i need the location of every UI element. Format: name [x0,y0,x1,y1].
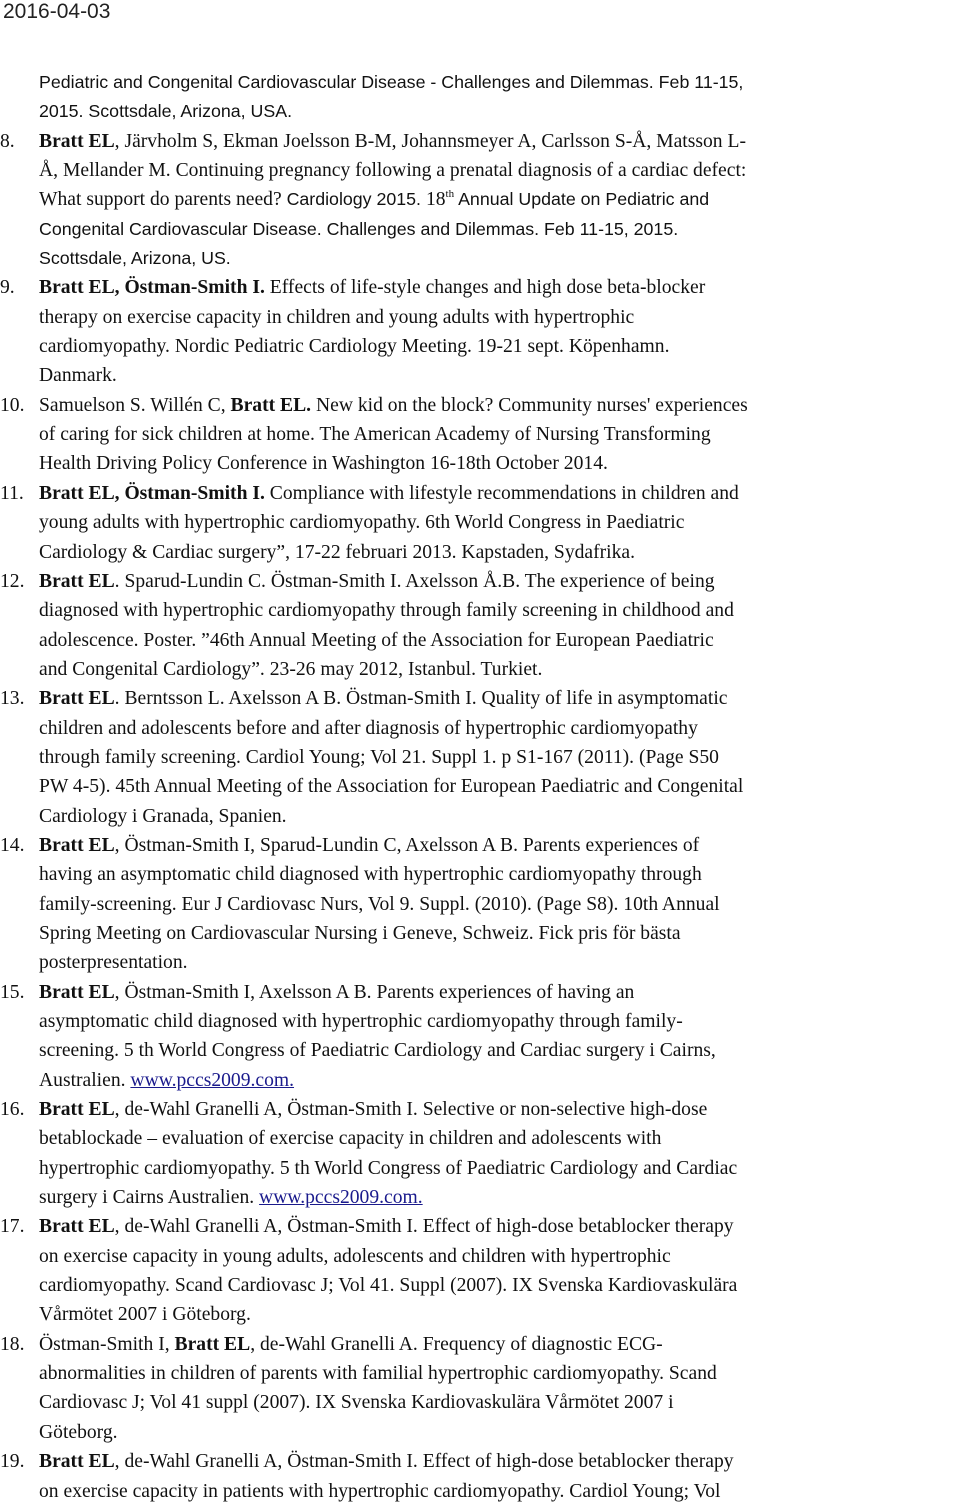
text-segment: young adults with hypertrophic cardiomyopathy. 6th World Congress in Paediatric [39,512,685,534]
author-name-bold: Bratt EL [39,1451,115,1473]
entry-line [0,449,960,478]
entry-line [0,655,960,684]
entry-line [0,1418,960,1447]
entry-line [0,1388,960,1417]
author-name-bold: Bratt EL [39,1216,115,1238]
conference-link[interactable]: www.pccs2009.com. [130,1069,295,1091]
entry-line [0,860,960,889]
text-segment: , de-Wahl Granelli A. Frequency of diagnostic ECG- [250,1333,663,1355]
text-segment: . Sparud-Lundin C. Östman-Smith I. Axelsson Å.B. The experience of being [114,570,715,592]
conference-link[interactable]: www.pccs2009.com. [259,1187,423,1209]
author-name-bold: Bratt EL [39,130,115,152]
entry-line [0,303,960,332]
text-segment: therapy on exercise capacity in children and young adults with hypertrophic [39,306,635,328]
publication-entry [0,1095,960,1212]
entry-line [0,185,960,214]
text-segment: , de-Wahl Granelli A, Östman-Smith I. Effect of high-dose betablocker therapy [114,1451,734,1473]
text-segment: Scottsdale, Arizona, US. [39,248,231,269]
entry-line [0,68,960,97]
text-segment: hypertrophic cardiomyopathy. 5 th World Congress of Paediatric Cardiology and Cardiac [39,1157,738,1179]
text-segment: children and adolescents before and after diagnosis of hypertrophic cardiomyopathy [39,717,698,739]
text-segment: cardiomyopathy. Scand Cardiovasc J; Vol 41. Suppl (2007). IX Svenska Kardiovaskulära [39,1275,738,1297]
entry-line [0,1447,960,1476]
publication-entry [0,831,960,978]
text-segment: Continuing pregnancy following a prenatal diagnosis of a cardiac defect: [175,160,747,182]
author-name-bold: Bratt EL, Östman-Smith I. [39,277,265,299]
entry-number: 18. [0,1333,25,1355]
entry-line [0,802,960,831]
text-segment: , Östman-Smith I, Axelsson A B. Parents experiences of having an [114,981,635,1003]
publication-entry [0,391,960,479]
text-segment: Cardiology 2015. [286,189,426,210]
entry-number: 11. [0,482,24,504]
text-segment: , Östman-Smith I, Sparud-Lundin C, Axelsson A B. Parents experiences of [114,834,700,856]
author-name-bold: Bratt EL [39,834,115,856]
entry-number: 17. [0,1216,25,1238]
entry-line [0,596,960,625]
entry-number: 8. [0,130,15,152]
text-segment: betablockade – evaluation of exercise capacity in children and adolescents with [39,1128,662,1150]
text-segment: and Congenital Cardiology”. 23-26 may 2012, Istanbul. Turkiet. [39,658,543,680]
text-segment: cardiomyopathy. Nordic Pediatric Cardiology Meeting. 19-21 sept. Köpenhamn. [39,336,670,358]
text-segment: Cardiology i Granada, Spanien. [39,805,287,827]
author-name-bold: Bratt EL [39,1099,115,1121]
entry-number: 15. [0,981,25,1003]
entry-line [0,1095,960,1124]
entry-line [0,1359,960,1388]
text-segment: adolescence. Poster. ”46th Annual Meeting of the Association for European Paediatric [39,629,714,651]
text-segment: of caring for sick children at home. The American Academy of Nursing Transforming [39,424,711,446]
entry-line [0,215,960,244]
author-name-bold: Bratt EL [39,570,115,592]
text-segment: Congenital Cardiovascular Disease. Challenges and Dilemmas. Feb 11-15, 2015. [39,218,679,239]
entry-line [0,714,960,743]
entry-line [0,97,960,126]
entry-line [0,332,960,361]
text-segment: asymptomatic child diagnosed with hypertrophic cardiomyopathy through family- [39,1011,683,1032]
entry-line [0,684,960,713]
publication-list [0,68,960,1506]
publication-entry [0,68,960,127]
entry-line [0,244,960,273]
entry-line [0,1066,960,1095]
entry-line [0,626,960,655]
publication-entry [0,273,960,390]
page-date: 2016-04-03 [3,0,111,23]
entry-number: 13. [0,688,25,710]
entry-line [0,831,960,860]
text-segment: through family screening. Cardiol Young; Vol 21. Suppl 1. p S1-167 (2011). (Page S50 [39,746,719,768]
text-segment: Health Driving Policy Conference in Washington 16-18th October 2014. [39,453,608,475]
entry-line [0,538,960,567]
entry-line [0,890,960,919]
author-name-bold: Bratt EL, Östman-Smith I. [39,482,265,504]
entry-line [0,1300,960,1329]
entry-line [0,1330,960,1359]
entry-line [0,479,960,508]
entry-number: 16. [0,1099,25,1121]
publication-entry [0,479,960,567]
text-segment: Göteborg. [39,1421,118,1443]
author-name-bold: Bratt EL. [230,394,312,416]
text-segment: screening. 5 th World Congress of Paediatric Cardiology and Cardiac surgery i Cairns, [39,1040,716,1062]
entry-line [0,127,960,156]
entry-number: 12. [0,570,25,592]
entry-line [0,508,960,537]
text-segment: Effects of life-style changes and high dose beta-blocker [264,277,706,299]
text-segment: abnormalities in children of parents with familial hypertrophic cardiomyopathy. Scand [39,1363,717,1385]
entry-number: 10. [0,394,25,416]
text-segment: , Järvholm S, Ekman Joelsson B-M, Johannsmeyer A, Carlsson S-Å, Matsson L- [114,130,746,152]
text-segment: diagnosed with hypertrophic cardiomyopathy through family screening in childhood and [39,600,734,622]
text-segment: having an asymptomatic child diagnosed with hypertrophic cardiomyopathy through [39,864,702,886]
text-segment: Spring Meeting on Cardiovascular Nursing i Geneve, Schweiz. Fick pris för bästa [39,922,681,944]
author-name-bold: Bratt EL [174,1333,251,1355]
ordinal-superscript: th [445,187,455,200]
text-segment: New kid on the block? Community nurses' experiences [311,394,748,416]
entry-line [0,1242,960,1271]
entry-line [0,1124,960,1153]
text-segment: Annual Update on Pediatric and [454,189,710,210]
publication-entry [0,1447,960,1506]
text-segment: on exercise capacity in patients with hypertrophic cardiomyopathy. Cardiol Young; Vol [39,1480,721,1502]
text-segment: family-screening. Eur J Cardiovasc Nurs, Vol 9. Suppl. (2010). (Page S8). 10th Annual [39,893,720,915]
text-segment: Å, Mellander M. [39,160,176,182]
text-segment: Pediatric and Congenital Cardiovascular Disease - Challenges and Dilemmas. Feb 11-15, [39,72,744,92]
entry-number: 14. [0,834,25,856]
publication-entry [0,567,960,684]
text-segment: PW 4-5). 45th Annual Meeting of the Association for European Paediatric and Congenital [39,776,744,798]
text-segment: , de-Wahl Granelli A, Östman-Smith I. Selective or non-selective high-dose [114,1099,708,1121]
text-segment: , de-Wahl Granelli A, Östman-Smith I. Effect of high-dose betablocker therapy [114,1216,734,1238]
author-name-bold: Bratt EL [39,688,115,710]
text-segment: 2015. Scottsdale, Arizona, USA. [39,101,293,122]
text-segment: Cardiovasc J; Vol 41 suppl (2007). IX Svenska Kardiovaskulära Vårmötet 2007 i [39,1392,674,1414]
author-name-bold: Bratt EL [39,981,115,1003]
text-segment: Danmark. [39,365,117,387]
entry-line [0,772,960,801]
publication-entry [0,1212,960,1329]
text-segment: Östman-Smith I, [39,1333,175,1355]
text-segment: . Berntsson L. Axelsson A B. Östman-Smith I. Quality of life in asymptomatic [114,688,728,710]
text-segment: What support do parents need? [39,189,287,211]
text-segment: Australien. [39,1069,131,1091]
entry-line [0,1007,960,1036]
publication-entry [0,684,960,831]
text-segment: Cardiology & Cardiac surgery”, 17-22 februari 2013. Kapstaden, Sydafrika. [39,541,635,563]
entry-line [0,1154,960,1183]
entry-line [0,361,960,390]
text-segment: Compliance with lifestyle recommendations in children and [264,482,739,504]
entry-line [0,1212,960,1241]
entry-line [0,420,960,449]
text-segment: Vårmötet 2007 i Göteborg. [39,1304,251,1326]
entry-line [0,567,960,596]
entry-line [0,919,960,948]
text-segment: on exercise capacity in young adults, adolescents and children with hypertrophic [39,1245,671,1267]
entry-line [0,1183,960,1212]
entry-line [0,978,960,1007]
entry-line [0,1036,960,1065]
entry-line [0,948,960,977]
entry-line [0,743,960,772]
publication-entry [0,978,960,1095]
entry-line [0,273,960,302]
text-segment: posterpresentation. [39,952,188,974]
entry-line [0,391,960,420]
entry-line [0,156,960,185]
publication-entry [0,127,960,274]
text-segment: Samuelson S. Willén C, [39,394,231,416]
entry-line [0,1477,960,1506]
publication-entry [0,1330,960,1447]
text-segment: 18 [425,189,446,211]
entry-number: 19. [0,1451,25,1473]
entry-line [0,1271,960,1300]
entry-number: 9. [0,277,15,299]
text-segment: surgery i Cairns Australien. [39,1187,260,1209]
